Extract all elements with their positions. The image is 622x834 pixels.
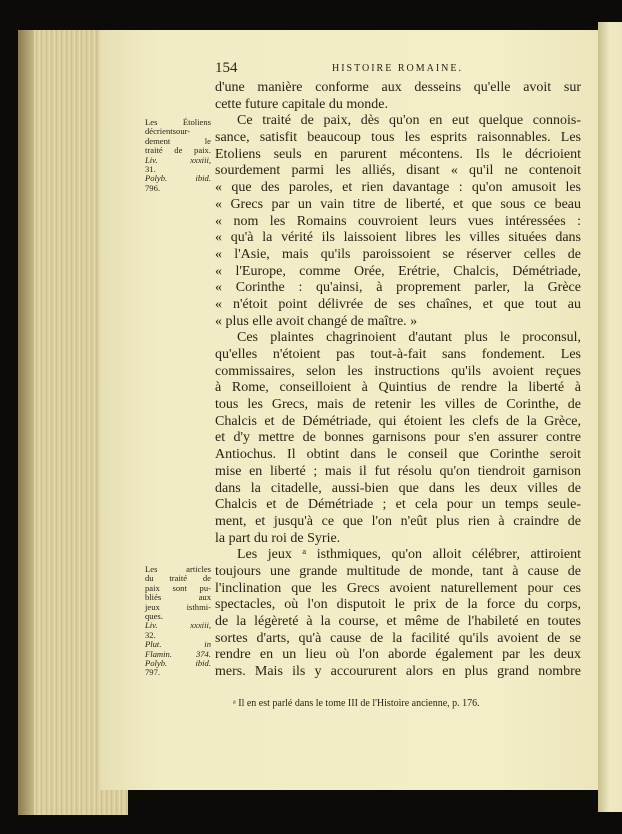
footnote: ᵃ Il en est parlé dans le tome III de l'Histoire ancienne, p. 176.	[233, 698, 480, 709]
margin-note	[145, 118, 211, 193]
text-line: rendre en un lieu où l'on aborde également par les deux	[215, 647, 581, 663]
text-line: mers. Mais ils y accoururent alors en plus grand nombre	[215, 664, 581, 680]
text-line: Etoliens seuls en parurent mécontens. Ils le décrioient	[215, 146, 581, 162]
text-line: « l'Europe, comme Orée, Erétrie, Chalcis, Démétriade,	[215, 263, 581, 279]
text-line: Ce traité de paix, dès qu'on en eut quelque connois-	[237, 113, 581, 129]
margin-note-line: Flamin. 374.	[145, 648, 211, 659]
body-text	[215, 80, 581, 681]
running-title: HISTOIRE ROMAINE.	[331, 63, 464, 74]
text-line: « l'Asie, mais qu'ils paroissoient se réserver celles de	[215, 246, 581, 262]
text-line: qu'elles n'étoient pas tout-à-fait sans fondement. Les	[215, 347, 581, 362]
text-line: « plus elle avoit changé de maître. »	[215, 313, 418, 329]
margin-note-line: Liv. xxxiii,	[145, 154, 211, 165]
text-line: dans la citadelle, aussi-bien que dans les deux villes de	[215, 480, 581, 496]
margin-note-line: 797.	[145, 667, 161, 678]
text-line: Ces plaintes chagrinoient d'autant plus le proconsul,	[237, 330, 581, 346]
margin-note-line: 796.	[145, 182, 161, 193]
book-spine-shadow	[18, 30, 34, 815]
margin-note-line: traité de paix.	[145, 145, 211, 156]
margin-note-line: Polyb. ibid.	[145, 173, 211, 184]
text-line: mise en liberté ; mais il fut résolu qu'on tiendroit garnison	[215, 463, 581, 479]
margin-note-line: 31.	[145, 164, 156, 175]
text-line: « nom les Romains couvroient leurs vues intéressées :	[215, 213, 581, 229]
text-line: « Grecs par un vain titre de liberté, et que sous ce beau	[215, 196, 581, 212]
text-line: commissaires, selon les instructions qu'ils avoient reçues	[215, 363, 581, 379]
text-line: Chalcis et de Démétriade, qui étoient les clefs de la Grèce,	[215, 413, 581, 429]
text-line: d'une manière conforme aux desseins qu'elle avoit sur	[215, 80, 581, 95]
text-line: sance, satisfit beaucoup tous les esprits raisonnables. Les	[215, 130, 581, 146]
text-line: à Rome, conseilloient à Quintius de rendre la liberté à	[215, 380, 581, 396]
margin-note-line: 32.	[145, 629, 156, 640]
margin-note-line: paix sont pu-	[145, 582, 211, 593]
text-line: Chalcis et de Démétriade ; et cela pour un temps seule-	[215, 497, 581, 513]
text-line: « n'étoit point délivrée de ses chaînes, et que tout au	[215, 296, 581, 312]
margin-note-line: Plut. in	[145, 639, 211, 650]
margin-note-line: du traité de	[145, 573, 211, 584]
text-line: ment, et jusqu'à ce que l'on n'eût plus rien à craindre de	[215, 513, 581, 529]
text-line: « que des paroles, et rien davantage : qu'on amusoit les	[215, 180, 581, 196]
margin-note-line: décrientsour-	[145, 126, 191, 137]
margin-note-line: bliés aux	[145, 592, 211, 603]
margin-note-line: jeux isthmi-	[145, 601, 211, 612]
margin-note-line: Liv. xxxiii,	[145, 620, 211, 631]
text-line: tous les Grecs, mais de retenir les villes de Corinthe, de	[215, 397, 581, 413]
text-line: toujours une grande multitude de monde, tant à cause de	[215, 563, 581, 579]
text-line: sortes d'arts, qu'à cause de la facilité qu'ils avoient de se	[215, 630, 581, 646]
text-line: Les jeux ᵃ isthmiques, qu'on alloit célébrer, attiroient	[237, 547, 581, 563]
page-number: 154	[215, 60, 238, 76]
margin-note-line: Polyb. ibid.	[145, 658, 211, 669]
margin-note-line: Les Étoliens	[145, 117, 211, 127]
running-header	[215, 60, 580, 80]
text-line: cette future capitale du monde.	[215, 96, 388, 112]
margin-note	[145, 565, 211, 678]
text-line: l'inclination que les Grecs avoient naturellement pour ces	[215, 580, 581, 596]
text-line: sourdement parmi les alliés, disant « qu'il ne contenoit	[215, 163, 581, 179]
text-line: de la légèreté à la course, et même de l'habileté en toutes	[215, 614, 581, 629]
facing-page-edge	[598, 22, 622, 812]
text-line: « qu'à la vérité ils laissoient libres les villes situées dans	[215, 230, 581, 246]
margin-note-line: ques.	[145, 611, 163, 622]
text-line: et d'y mettre de bonnes garnisons pour s'en assurer contre	[215, 430, 581, 446]
margin-note-line: Les articles	[145, 564, 211, 574]
text-line: spectacles, où l'on disputoit le prix de la force du corps,	[215, 597, 581, 613]
text-line: « Corinthe : qu'ainsi, à proprement parler, la Grèce	[215, 280, 581, 296]
text-line: Antiochus. Il obtint dans le conseil que Corinthe seroit	[215, 447, 581, 463]
margin-note-line: dement le	[145, 135, 211, 146]
text-line: la part du roi de Syrie.	[215, 530, 341, 546]
